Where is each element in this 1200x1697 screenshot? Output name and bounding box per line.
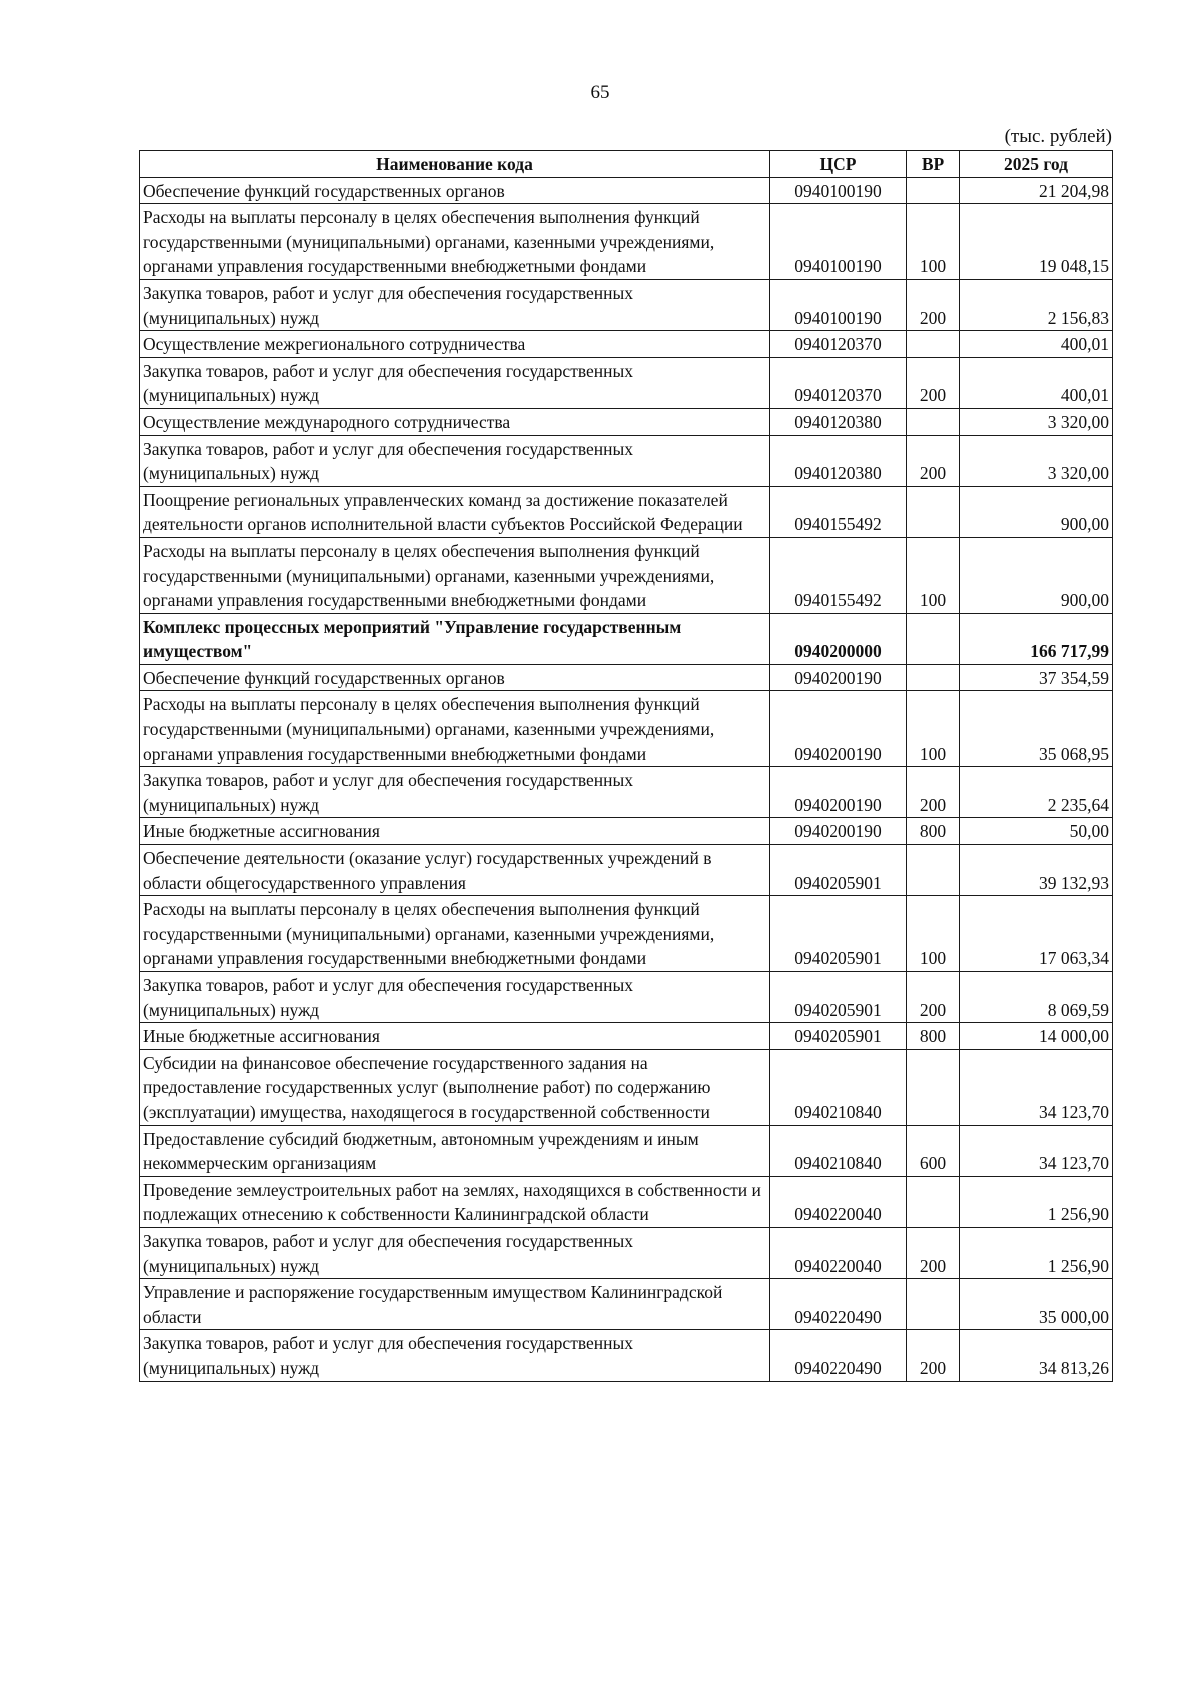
table-row [140,845,1113,896]
cell-csr: 0940100190 [770,204,907,280]
cell-csr: 0940120370 [770,357,907,408]
header-name: Наименование кода [140,151,770,178]
cell-vr [907,486,960,537]
cell-name: Предоставление субсидий бюджетным, автономным учреждениям и иным некоммерческим организациям [140,1125,770,1176]
budget-table [139,150,1113,1382]
table-row [140,896,1113,972]
cell-name: Осуществление международного сотрудничества [140,408,770,435]
cell-amount: 34 123,70 [960,1125,1113,1176]
cell-vr: 200 [907,1227,960,1278]
table-body [140,177,1113,1381]
header-csr: ЦСР [770,151,907,178]
cell-name: Закупка товаров, работ и услуг для обеспечения государственных (муниципальных) нужд [140,279,770,330]
cell-csr: 0940155492 [770,486,907,537]
table-row [140,1330,1113,1381]
cell-name: Управление и распоряжение государственным имуществом Калининградской области [140,1279,770,1330]
cell-amount: 34 813,26 [960,1330,1113,1381]
cell-amount: 37 354,59 [960,664,1113,691]
cell-name: Обеспечение функций государственных органов [140,177,770,204]
cell-name: Закупка товаров, работ и услуг для обеспечения государственных (муниципальных) нужд [140,435,770,486]
table-row [140,537,1113,613]
cell-name: Расходы на выплаты персоналу в целях обеспечения выполнения функций государственными (муниципальными) органами, казенными учреждениями, органами управления государственными внебюджетными фондами [140,896,770,972]
cell-csr: 0940220040 [770,1176,907,1227]
table-row [140,357,1113,408]
cell-vr [907,331,960,358]
cell-vr [907,1049,960,1125]
cell-csr: 0940220040 [770,1227,907,1278]
cell-name: Проведение землеустроительных работ на землях, находящихся в собственности и подлежащих отнесению к собственности Калининградской области [140,1176,770,1227]
table-row [140,177,1113,204]
cell-amount: 2 156,83 [960,279,1113,330]
cell-csr: 0940220490 [770,1279,907,1330]
cell-vr: 100 [907,204,960,280]
table-row [140,691,1113,767]
cell-name: Поощрение региональных управленческих команд за достижение показателей деятельности органов исполнительной власти субъектов Российской Федерации [140,486,770,537]
cell-vr: 200 [907,972,960,1023]
table-row [140,1227,1113,1278]
cell-amount: 34 123,70 [960,1049,1113,1125]
cell-amount: 900,00 [960,486,1113,537]
cell-vr: 200 [907,435,960,486]
cell-vr: 100 [907,537,960,613]
units-label: (тыс. рублей) [1004,126,1112,147]
cell-name: Осуществление межрегионального сотрудничества [140,331,770,358]
cell-name: Закупка товаров, работ и услуг для обеспечения государственных (муниципальных) нужд [140,1227,770,1278]
table-row [140,408,1113,435]
cell-csr: 0940120380 [770,408,907,435]
cell-name: Комплекс процессных мероприятий "Управление государственным имуществом" [140,613,770,664]
cell-amount: 2 235,64 [960,767,1113,818]
cell-name: Субсидии на финансовое обеспечение государственного задания на предоставление государственных услуг (выполнение работ) по содержанию (эксплуатации) имущества, находящегося в государственной собственности [140,1049,770,1125]
cell-vr [907,845,960,896]
header-amount: 2025 год [960,151,1113,178]
cell-amount: 8 069,59 [960,972,1113,1023]
table-row [140,435,1113,486]
table-row [140,331,1113,358]
cell-csr: 0940205901 [770,896,907,972]
cell-csr: 0940200190 [770,818,907,845]
cell-amount: 400,01 [960,331,1113,358]
cell-amount: 400,01 [960,357,1113,408]
cell-csr: 0940200190 [770,691,907,767]
cell-amount: 19 048,15 [960,204,1113,280]
cell-csr: 0940100190 [770,177,907,204]
cell-vr [907,664,960,691]
cell-vr: 200 [907,357,960,408]
cell-amount: 166 717,99 [960,613,1113,664]
cell-amount: 14 000,00 [960,1023,1113,1050]
cell-csr: 0940120380 [770,435,907,486]
cell-csr: 0940200190 [770,767,907,818]
cell-csr: 0940220490 [770,1330,907,1381]
cell-name: Иные бюджетные ассигнования [140,1023,770,1050]
table-row [140,613,1113,664]
cell-csr: 0940100190 [770,279,907,330]
cell-amount: 35 000,00 [960,1279,1113,1330]
cell-amount: 1 256,90 [960,1227,1113,1278]
cell-name: Закупка товаров, работ и услуг для обеспечения государственных (муниципальных) нужд [140,767,770,818]
table-row [140,204,1113,280]
cell-vr: 200 [907,767,960,818]
cell-name: Иные бюджетные ассигнования [140,818,770,845]
cell-amount: 35 068,95 [960,691,1113,767]
cell-vr: 600 [907,1125,960,1176]
cell-vr: 800 [907,1023,960,1050]
table-row [140,279,1113,330]
table-row [140,486,1113,537]
cell-amount: 50,00 [960,818,1113,845]
cell-name: Обеспечение деятельности (оказание услуг) государственных учреждений в области общегосударственного управления [140,845,770,896]
cell-name: Обеспечение функций государственных органов [140,664,770,691]
cell-csr: 0940205901 [770,1023,907,1050]
cell-csr: 0940205901 [770,845,907,896]
table-row [140,664,1113,691]
cell-name: Расходы на выплаты персоналу в целях обеспечения выполнения функций государственными (муниципальными) органами, казенными учреждениями, органами управления государственными внебюджетными фондами [140,537,770,613]
cell-vr [907,177,960,204]
cell-vr: 200 [907,279,960,330]
table-row [140,1023,1113,1050]
table-row [140,1279,1113,1330]
cell-csr: 0940120370 [770,331,907,358]
table-row [140,1125,1113,1176]
cell-csr: 0940205901 [770,972,907,1023]
cell-name: Расходы на выплаты персоналу в целях обеспечения выполнения функций государственными (муниципальными) органами, казенными учреждениями, органами управления государственными внебюджетными фондами [140,204,770,280]
cell-vr [907,613,960,664]
table-row [140,1176,1113,1227]
cell-amount: 900,00 [960,537,1113,613]
cell-vr [907,408,960,435]
header-vr: ВР [907,151,960,178]
cell-csr: 0940200190 [770,664,907,691]
table-row [140,1049,1113,1125]
table-row [140,972,1113,1023]
table-header-row [140,151,1113,178]
cell-name: Закупка товаров, работ и услуг для обеспечения государственных (муниципальных) нужд [140,1330,770,1381]
cell-csr: 0940210840 [770,1049,907,1125]
table-row [140,767,1113,818]
cell-amount: 17 063,34 [960,896,1113,972]
cell-amount: 21 204,98 [960,177,1113,204]
cell-amount: 3 320,00 [960,435,1113,486]
cell-vr: 100 [907,896,960,972]
cell-vr: 200 [907,1330,960,1381]
cell-vr: 800 [907,818,960,845]
cell-vr: 100 [907,691,960,767]
cell-csr: 0940210840 [770,1125,907,1176]
cell-csr: 0940155492 [770,537,907,613]
table-row [140,818,1113,845]
cell-vr [907,1176,960,1227]
cell-vr [907,1279,960,1330]
cell-amount: 3 320,00 [960,408,1113,435]
cell-name: Закупка товаров, работ и услуг для обеспечения государственных (муниципальных) нужд [140,357,770,408]
cell-name: Закупка товаров, работ и услуг для обеспечения государственных (муниципальных) нужд [140,972,770,1023]
cell-name: Расходы на выплаты персоналу в целях обеспечения выполнения функций государственными (муниципальными) органами, казенными учреждениями, органами управления государственными внебюджетными фондами [140,691,770,767]
cell-csr: 0940200000 [770,613,907,664]
page-number: 65 [590,82,610,103]
cell-amount: 1 256,90 [960,1176,1113,1227]
cell-amount: 39 132,93 [960,845,1113,896]
